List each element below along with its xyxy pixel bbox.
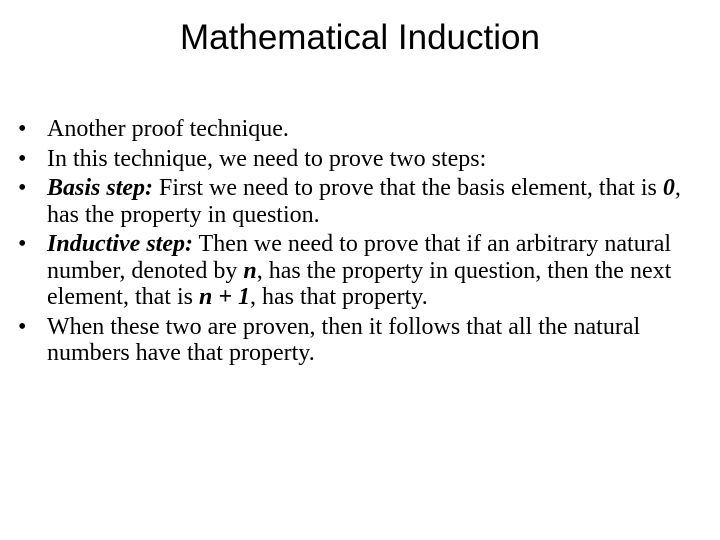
bullet-marker: • — [18, 116, 27, 142]
bullet-item — [18, 116, 708, 143]
inductive-step-label: Inductive step: — [47, 231, 193, 257]
basis-step-label: Basis step: — [47, 175, 154, 201]
bullet-item-inductive-step — [18, 231, 708, 311]
math-n-plus-one: n + 1 — [198, 284, 250, 310]
bullet-item — [18, 314, 708, 367]
bullet-list — [18, 116, 708, 370]
bullet-item-basis-step — [18, 175, 708, 228]
bullet-text: First we need to prove that the basis element, that is — [153, 175, 663, 201]
slide-title: Mathematical Induction — [180, 18, 540, 57]
math-n: n — [243, 257, 257, 284]
bullet-text: When these two are proven, then it follows that all the natural numbers have that property. — [47, 313, 641, 366]
bullet-marker: • — [18, 313, 27, 340]
bullet-marker: • — [18, 175, 27, 201]
math-zero: 0 — [662, 175, 675, 201]
bullet-text: , has that property. — [250, 284, 428, 310]
bullet-marker: • — [18, 145, 27, 172]
bullet-text: Another proof technique. — [47, 116, 289, 142]
bullet-item — [18, 146, 708, 173]
bullet-text: , has the property in question, then the next element, that is — [47, 257, 672, 310]
bullet-text: , has the property in question. — [47, 175, 681, 228]
bullet-text: Then we need to prove that if an arbitrary natural number, denoted by — [47, 231, 672, 284]
bullet-marker: • — [18, 231, 27, 257]
bullet-text: In this technique, we need to prove two steps: — [47, 145, 487, 172]
